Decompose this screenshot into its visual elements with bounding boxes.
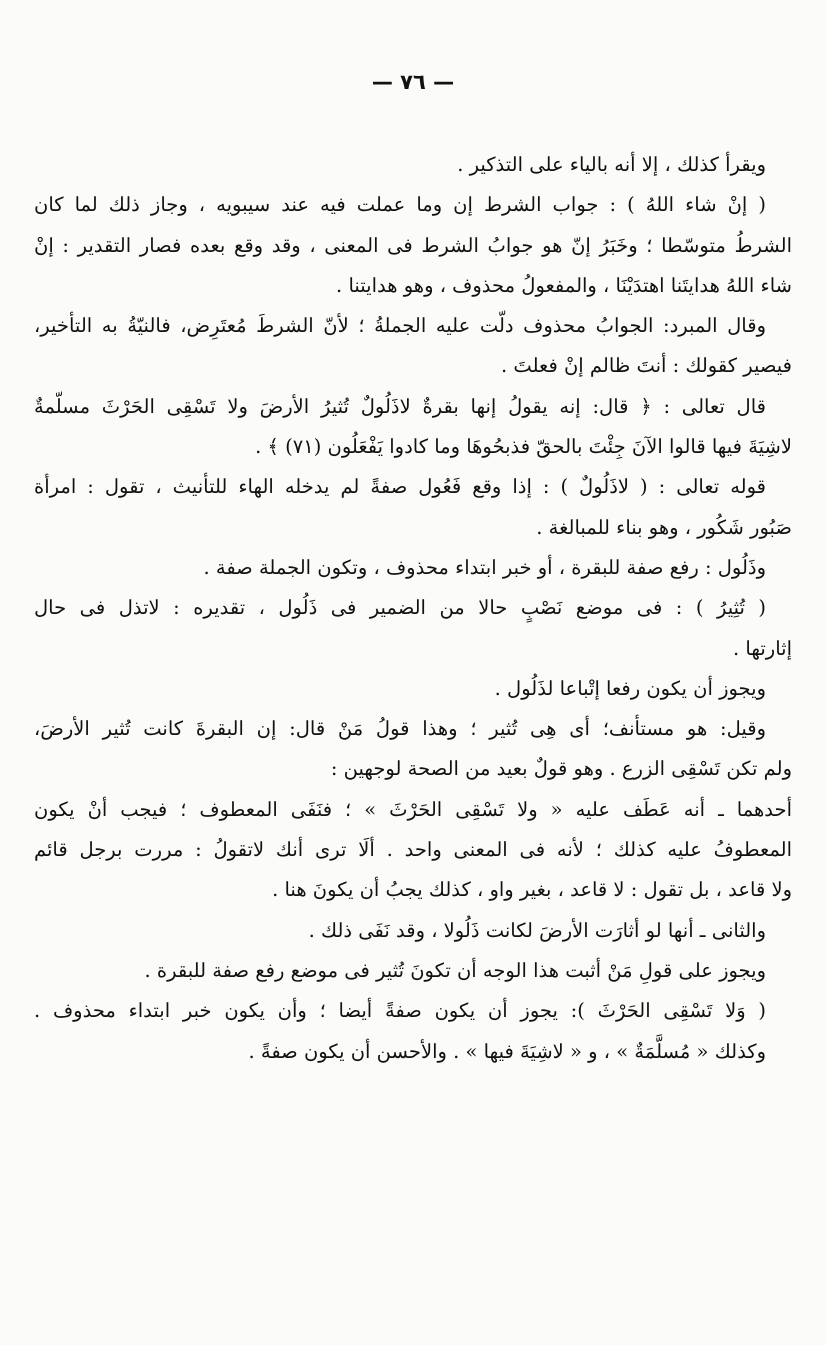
text-line: ( إنْ شاء اللهُ ) : جواب الشرط إن وما عملت فيه عند سيبويه ، وجاز ذلك لما كان bbox=[34, 193, 766, 217]
text-line: وذَلُول : رفع صفة للبقرة ، أو خبر ابتداء محذوف ، وتكون الجملة صفة . bbox=[203, 555, 766, 579]
text-line: ويجوز أن يكون رفعا إتْباعا لذَلُول . bbox=[494, 676, 766, 700]
text-line: الشرطُ متوسّطا ؛ وخَبَرُ إنّ هو جوابُ الشرط فى المعنى ، وقد وقع بعده فصار التقدير : إنْ bbox=[34, 233, 792, 257]
text-line: ولم تكن تَسْقِى الزرع . وهو قولٌ بعيد من الصحة لوجهين : bbox=[330, 757, 792, 781]
text-line: فيصير كقولك : أنتَ ظالم إنْ فعلتَ . bbox=[501, 354, 792, 378]
text-line: شاء اللهُ هدايتَنا اهتدَيْنَا ، والمفعولُ محذوف ، وهو هدايتنا . bbox=[336, 273, 792, 297]
text-line: قال تعالى : ﴿ قال: إنه يقولُ إنها بقرةٌ لاذَلُولٌ تُثيرُ الأرضَ ولا تَسْقِى الحَرْثَ مسلّمةٌ bbox=[34, 394, 766, 418]
text-line: ويجوز على قولِ مَنْ أثبت هذا الوجه أن تكونَ تُثير فى موضع رفع صفة للبقرة . bbox=[144, 958, 766, 982]
text-line: أحدهما ـ أنه عَطَف عليه « ولا تَسْقِى الحَرْثَ » ؛ فنَفَى المعطوف ؛ فيجب أنْ يكون bbox=[34, 797, 792, 821]
text-line: إثارتها . bbox=[733, 636, 792, 660]
text-line: ويقرأ كذلك ، إلا أنه بالياء على التذكير . bbox=[457, 153, 766, 176]
text-line: قوله تعالى : ( لاذَلُولٌ ) : إذا وقع فَعُول صفةً لم يدخله الهاء للتأنيث ، تقول : امرأة bbox=[34, 475, 766, 499]
text-line: ولا قاعد ، بل تقول : لا قاعد ، بغير واو ، كذلك يجبُ أن يكونَ هنا . bbox=[272, 878, 792, 902]
text-line: صَبُور شَكُور ، وهو بناء للمبالغة . bbox=[536, 515, 792, 539]
text-line: وكذلك « مُسلَّمَةٌ » ، و « لاشِيَةَ فيها » . والأحسن أن يكون صفةً . bbox=[248, 1039, 766, 1063]
text-line: ( تُثِيرُ ) : فى موضع نَصْبٍ حالا من الضمير فى ذَلُول ، تقديره : لاتذل فى حال bbox=[34, 596, 766, 620]
text-line: وقيل: هو مستأنف؛ أى هِى تُثير ؛ وهذا قولُ مَنْ قال: إن البقرةَ كانت تُثير الأرضَ، bbox=[34, 717, 766, 741]
text-line: وقال المبرد: الجوابُ محذوف دلّت عليه الجملةُ ؛ لأنّ الشرطَ مُعتَرِض، فالنيّةُ به التأخير، bbox=[34, 314, 766, 338]
text-line: والثانى ـ أنها لو أثارَت الأرضَ لكانت ذَلُولا ، وقد نَفَى ذلك . bbox=[308, 918, 766, 942]
page-number: — ٧٦ — bbox=[371, 70, 455, 94]
text-line: المعطوفُ عليه كذلك ؛ لأنه فى المعنى واحد . ألَا ترى أنك لاتقولُ : مررت برجل قائم bbox=[34, 838, 792, 862]
text-line: لاشِيَةَ فيها قالوا الآنَ جِئْتَ بالحقّ فذبحُوهَا وما كادوا يَفْعَلُون (٧١) ﴾ . bbox=[255, 435, 792, 459]
page-text-body bbox=[34, 145, 792, 1072]
text-line: ( وَلا تَسْقِى الحَرْثَ ): يجوز أن يكون صفةً أيضا ؛ وأن يكون خبر ابتداء محذوف . bbox=[34, 999, 766, 1023]
